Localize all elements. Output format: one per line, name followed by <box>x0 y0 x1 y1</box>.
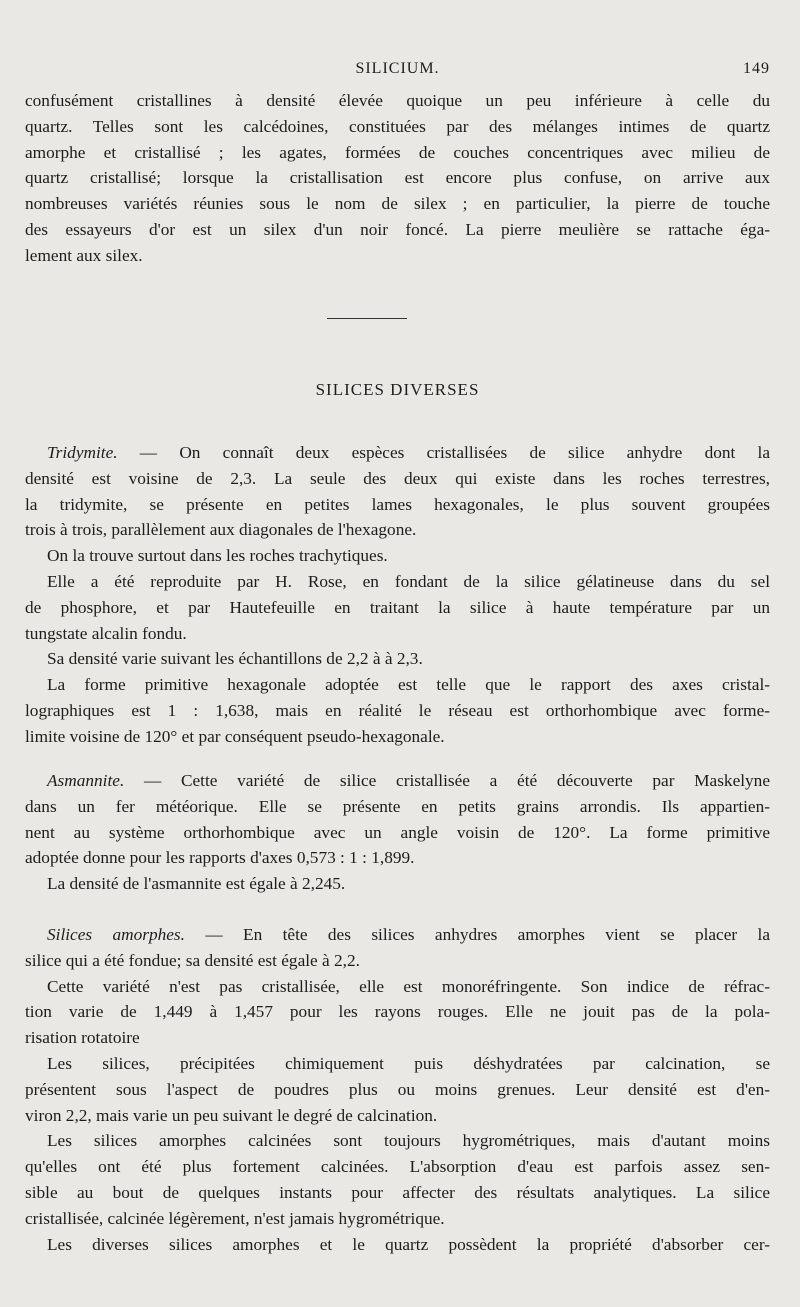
text-line: Tridymite. — On connaît deux espèces cristallisées de silice anhydre dont la <box>47 443 770 462</box>
section-heading: SILICES DIVERSES <box>315 380 480 399</box>
text-line: nent au système orthorhombique avec un angle voisin de 120°. La forme primitive <box>25 822 770 842</box>
text-line: La forme primitive hexagonale adoptée est telle que le rapport des axes cristal- <box>47 675 770 695</box>
text-line: limite voisine de 120° et par conséquent pseudo-hexagonale. <box>25 726 445 746</box>
text-line: Les silices amorphes calcinées sont toujours hygrométriques, mais d'autant moins <box>47 1131 770 1151</box>
text-line: tion varie de 1,449 à 1,457 pour les rayons rouges. Elle ne jouit pas de la pola- <box>25 1002 770 1022</box>
text-line: adoptée donne pour les rapports d'axes 0,573 : 1 : 1,899. <box>25 848 415 868</box>
text-line: densité est voisine de 2,3. La seule des deux qui existe dans les roches terrestres, <box>25 468 770 488</box>
text-line: Silices amorphes. — En tête des silices anhydres amorphes vient se placer la <box>47 925 770 944</box>
text-line: la tridymite, se présente en petites lames hexagonales, le plus souvent groupées <box>25 494 770 514</box>
text-line: quartz cristallisé; lorsque la cristallisation est encore plus confuse, on arrive aux <box>25 168 770 188</box>
text-line: confusément cristallines à densité élevée quoique un peu inférieure à celle du <box>25 91 770 110</box>
term-tridymite: Tridymite. <box>47 443 118 462</box>
text-line: Elle a été reproduite par H. Rose, en fondant de la silice gélatineuse dans du sel <box>47 571 770 591</box>
tridymite-section <box>25 440 770 750</box>
text-line: sible au bout de quelques instants pour affecter des résultats analytiques. La silice <box>25 1182 770 1202</box>
text-line: quartz. Telles sont les calcédoines, constituées par des mélanges intimes de quartz <box>25 116 770 136</box>
text-line: des essayeurs d'or est un silex d'un noir foncé. La pierre meulière se rattache éga- <box>25 219 770 239</box>
text-line: Sa densité varie suivant les échantillons de 2,2 à à 2,3. <box>47 649 423 669</box>
text-line: Les silices, précipitées chimiquement puis déshydratées par calcination, se <box>47 1053 770 1073</box>
text-line: viron 2,2, mais varie un peu suivant le degré de calcination. <box>25 1105 438 1125</box>
text-line: La densité de l'asmannite est égale à 2,245. <box>47 874 346 894</box>
text-line: présentent sous l'aspect de poudres plus ou moins grenues. Leur densité est d'en- <box>25 1079 770 1099</box>
chapter-title: SILICIUM. <box>355 60 440 77</box>
text-line: nombreuses variétés réunies sous le nom de silex ; en particulier, la pierre de touche <box>25 194 770 214</box>
silices-amorphes-section <box>25 922 770 1257</box>
text-line: lement aux silex. <box>25 245 143 265</box>
intro-paragraph <box>25 88 770 269</box>
text-line: Les diverses silices amorphes et le quartz possèdent la propriété d'absorber cer- <box>47 1234 770 1254</box>
text-line: On la trouve surtout dans les roches trachytiques. <box>47 546 388 566</box>
running-head <box>25 60 770 84</box>
text-line: trois à trois, parallèlement aux diagonales de l'hexagone. <box>25 520 417 540</box>
text-line: Cette variété n'est pas cristallisée, elle est monoréfringente. Son indice de réfrac- <box>47 976 770 996</box>
text-line: Asmannite. — Cette variété de silice cristallisée a été découverte par Maskelyne <box>47 771 770 790</box>
text-line: de phosphore, et par Hautefeuille en traitant la silice à haute température par un <box>25 597 770 617</box>
page-number: 149 <box>743 60 770 77</box>
asmannite-section <box>25 768 770 897</box>
term-asmannite: Asmannite. <box>47 771 125 790</box>
text-line: lographiques est 1 : 1,638, mais en réalité le réseau est orthorhombique avec forme- <box>25 700 770 720</box>
text-line: qu'elles ont été plus fortement calcinées. L'absorption d'eau est parfois assez sen- <box>25 1157 770 1177</box>
text-line: tungstate alcalin fondu. <box>25 623 187 643</box>
term-silices-amorphes: Silices amorphes. <box>47 925 185 944</box>
section-divider <box>327 318 407 319</box>
text-line: dans un fer météorique. Elle se présente en petits grains arrondis. Ils appartien- <box>25 796 770 816</box>
text-line: risation rotatoire <box>25 1028 140 1048</box>
text-line: amorphe et cristallisé ; les agates, formées de couches concentriques avec milieu de <box>25 142 770 162</box>
text-line: silice qui a été fondue; sa densité est égale à 2,2. <box>25 950 360 970</box>
text-line: cristallisée, calcinée légèrement, n'est jamais hygrométrique. <box>25 1208 445 1228</box>
